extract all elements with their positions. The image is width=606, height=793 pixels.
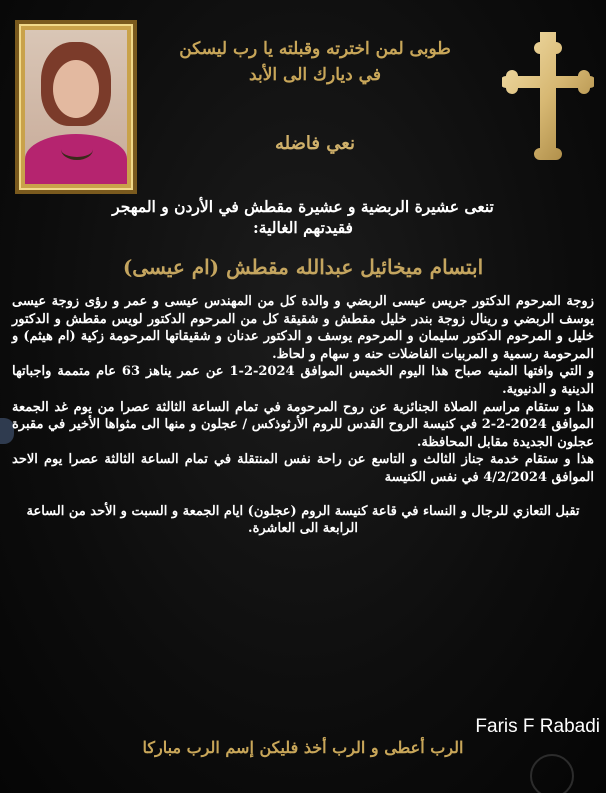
verse-line-1: طوبى لمن اخترته وقبلته يا رب ليسكن (179, 39, 451, 59)
obituary-title: نعي فاضله (275, 133, 355, 154)
intro-block (10, 196, 596, 238)
closing-verse: الرب أعطى و الرب أخذ فليكن إسم الرب مباركا (142, 738, 464, 757)
death-paragraph: و التي وافتها المنيه صباح هذا اليوم الخميس الموافق 2024-2-1 عن عمر يناهز 63 عام متممة واجباتها الدينية و الدنيوية. (12, 364, 595, 397)
funeral-paragraph: هذا و ستقام مراسم الصلاة الجنائزية عن روح المرحومة في تمام الساعة الثالثة عصرا من يوم غد الجمعة الموافق 2024-2-2 في كنيسة الروح القدس للروم الأرثوذكس / عجلون و منها الى مثواها الأخير في مقبرة عجلون الجديدة مقابل المحافظة. (12, 399, 594, 450)
condolences-paragraph: تقبل التعازي للرجال و النساء في قاعة كنيسة الروم (عجلون) ايام الجمعة و السبت و الأحد من الساعة الرابعة الى العاشرة. (26, 503, 580, 537)
family-paragraph: زوجة المرحوم الدكتور جريس عيسى الربضي و والدة كل من المهندس عيسى و عمر و رؤى زوجة عيسى يوسف الربضي و رينال زوجة بندر خليل مقطش و شقيقة كل من المرحوم الدكتور لويس مقطش و الدكتور خليل و المرحوم الدكتور سليمان و المرحوم يوسف و الدكتور عدنان و شقيقاتها المرحومة زكية (ام هيثم) و المرحومة رسمية و المربيات الفاضلات حنه و سهام و لحاظ. (12, 294, 594, 362)
obituary-body (12, 293, 594, 538)
portrait-frame (19, 24, 133, 190)
author-signature: Faris F Rabadi (475, 716, 600, 737)
opening-verse (145, 36, 485, 88)
intro-line-2: فقيدتهم الغالية: (253, 218, 353, 237)
memorial-service-paragraph: هذا و ستقام خدمة جناز الثالث و التاسع عن راحة نفس المنتقلة في تمام الساعة الثالثة عصرا يوم الاحد الموافق 4/2/2024 في نفس الكنيسة (12, 452, 594, 485)
emblem-icon (530, 754, 574, 793)
verse-line-2: في ديارك الى الأبد (249, 65, 381, 85)
deceased-name: ابتسام ميخائيل عبدالله مقطش (ام عيسى) (122, 255, 484, 279)
cross-icon (502, 32, 594, 168)
portrait-photo (25, 30, 127, 184)
intro-line-1: تنعى عشيرة الربضية و عشيرة مقطش في الأردن و المهجر (112, 197, 494, 216)
